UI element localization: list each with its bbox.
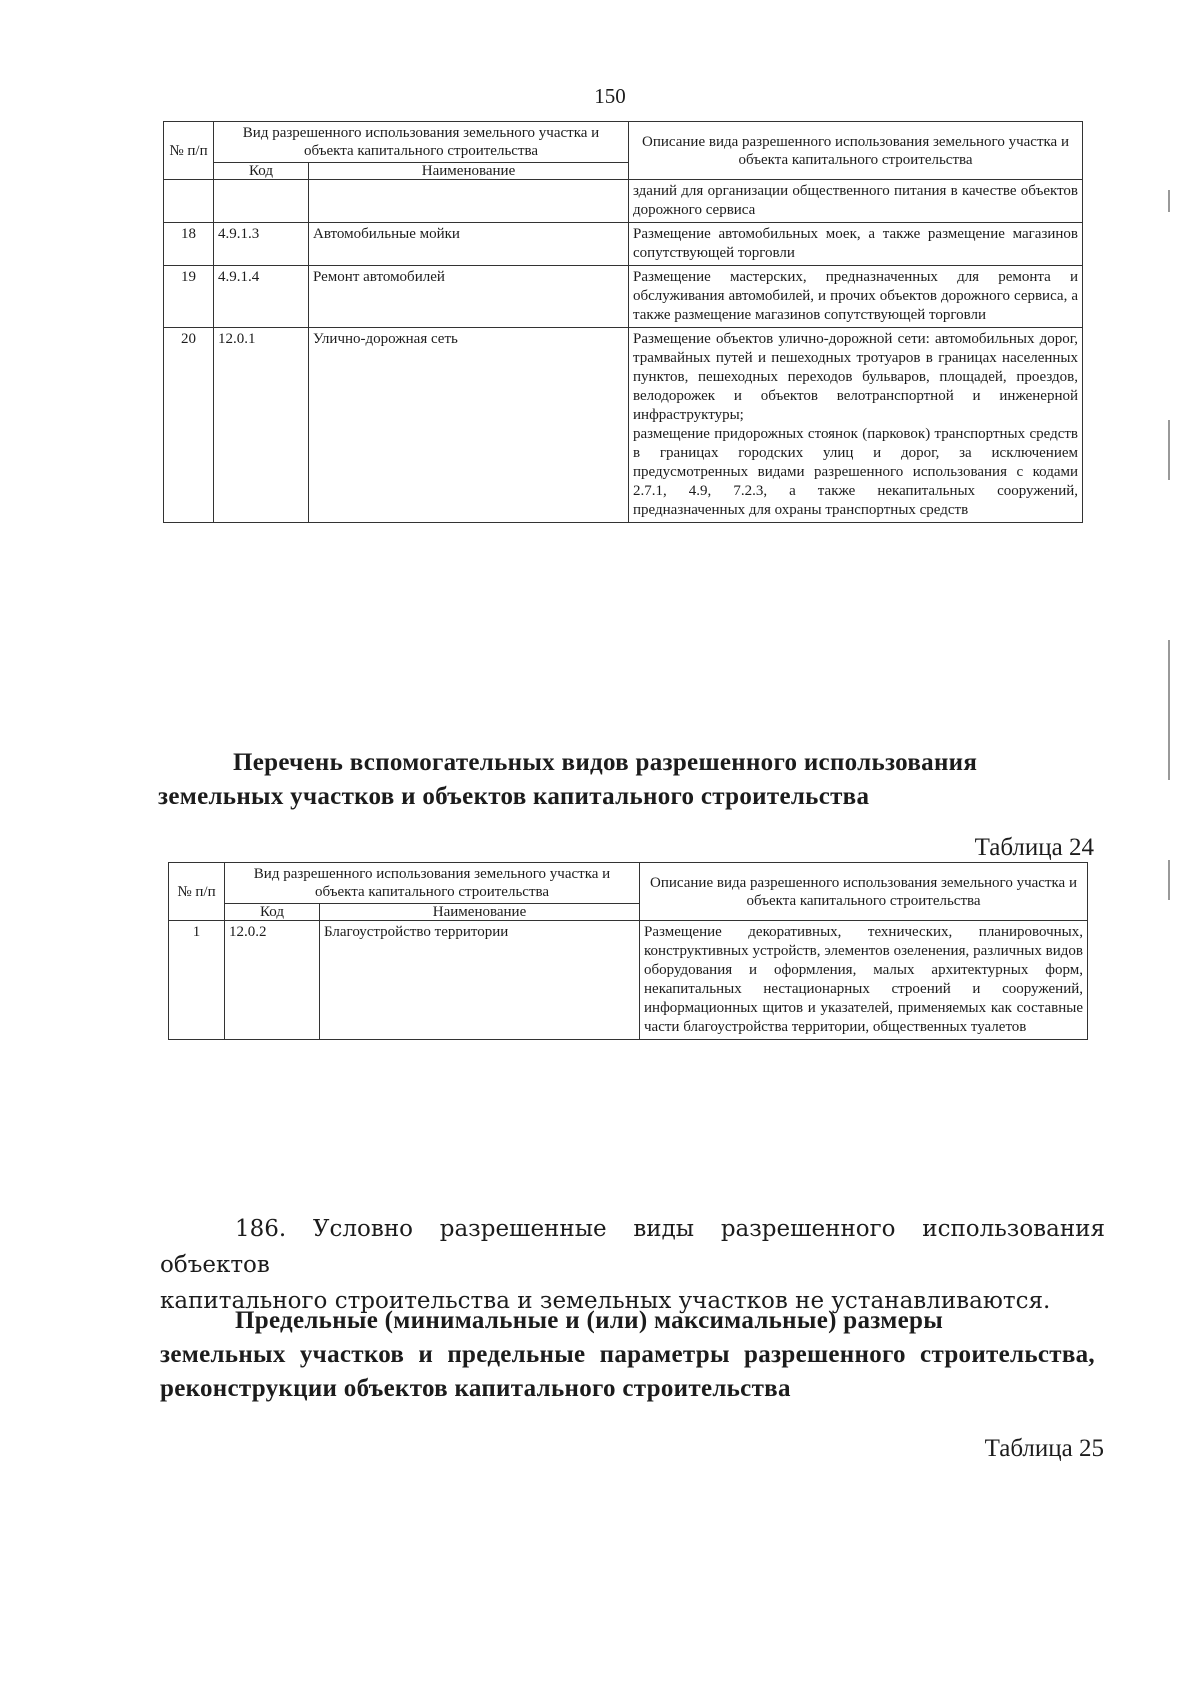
table-row <box>164 328 1083 523</box>
row-code <box>214 180 309 223</box>
table-row <box>164 180 1083 223</box>
header-num: № п/п <box>164 122 214 180</box>
limits-heading <box>160 1304 1095 1406</box>
row-num <box>164 180 214 223</box>
row-num: 20 <box>164 328 214 523</box>
scan-margin-mark <box>1168 420 1170 480</box>
row-code: 4.9.1.4 <box>214 266 309 328</box>
row-desc: Размещение мастерских, предназначенных для ремонта и обслуживания автомобилей, и прочих объектов дорожного сервиса, а также размещение магазинов сопутствующей торговли <box>629 266 1083 328</box>
row-name <box>309 180 629 223</box>
row-num: 18 <box>164 223 214 266</box>
row-desc-part2: размещение придорожных стоянок (парковок) транспортных средств в границах городских улиц и дорог, за исключением предусмотренных видами разрешенного использования с кодами 2.7.1, 4.9, 7.2.3, а также некапитальных сооружений, предназначенных для охраны транспортных средств <box>633 426 1079 518</box>
header-code: Код <box>225 904 320 921</box>
header-desc: Описание вида разрешенного использования земельного участка и объекта капитального строительства <box>640 863 1088 921</box>
row-code: 12.0.2 <box>225 921 320 1040</box>
scan-margin-mark <box>1168 190 1170 212</box>
row-name: Автомобильные мойки <box>309 223 629 266</box>
row-desc: Размещение декоративных, технических, планировочных, конструктивных устройств, элементов озеленения, различных видов оборудования и оформления, малых архитектурных форм, некапитальных нестационарных строений и сооружений, информационных щитов и указателей, применяемых как составные части благоустройства территории, общественных туалетов <box>640 921 1088 1040</box>
header-kind: Вид разрешенного использования земельного участка и объекта капитального строительства <box>214 122 629 163</box>
row-num: 1 <box>169 921 225 1040</box>
header-code: Код <box>214 163 309 180</box>
page-number: 150 <box>594 84 626 108</box>
row-desc <box>629 328 1083 523</box>
row-desc: Размещение автомобильных моек, а также размещение магазинов сопутствующей торговли <box>629 223 1083 266</box>
table-row <box>164 266 1083 328</box>
table-row <box>169 921 1088 1040</box>
heading-line: земельных участков и предельные параметры разрешенного строительства, реконструкции объектов капитального строительства <box>160 1341 1095 1402</box>
row-code: 4.9.1.3 <box>214 223 309 266</box>
heading-line: Предельные (минимальные и (или) максимальные) размеры <box>235 1307 944 1334</box>
scan-margin-mark <box>1168 860 1170 900</box>
row-num: 19 <box>164 266 214 328</box>
paragraph-line: капитального строительства и земельных участков не устанавливаются. <box>160 1288 1051 1314</box>
header-kind: Вид разрешенного использования земельного участка и объекта капитального строительства <box>225 863 640 904</box>
paragraph-line: 186. Условно разрешенные виды разрешенного использования объектов <box>160 1216 1105 1278</box>
row-code: 12.0.1 <box>214 328 309 523</box>
table-row <box>164 223 1083 266</box>
table-25-label: Таблица 25 <box>984 1435 1104 1462</box>
scan-margin-mark <box>1168 640 1170 780</box>
row-name: Благоустройство территории <box>320 921 640 1040</box>
auxiliary-uses-heading <box>158 746 1093 814</box>
land-use-table-main <box>163 121 1083 523</box>
row-name: Ремонт автомобилей <box>309 266 629 328</box>
header-name: Наименование <box>309 163 629 180</box>
auxiliary-uses-table <box>168 862 1088 1040</box>
header-num: № п/п <box>169 863 225 921</box>
paragraph-186 <box>160 1211 1105 1319</box>
table-24-label: Таблица 24 <box>974 834 1094 861</box>
row-desc: зданий для организации общественного питания в качестве объектов дорожного сервиса <box>629 180 1083 223</box>
row-desc-part1: Размещение объектов улично-дорожной сети: автомобильных дорог, трамвайных путей и пешеходных тротуаров в границах населенных пунктов, пешеходных переходов бульваров, площадей, проездов, велодорожек и объектов велотранспортной и инженерной инфраструктуры; <box>633 331 1079 423</box>
header-desc: Описание вида разрешенного использования земельного участка и объекта капитального строительства <box>629 122 1083 180</box>
heading-line: Перечень вспомогательных видов разрешенного использования <box>233 749 978 776</box>
heading-line: земельных участков и объектов капитального строительства <box>158 783 870 810</box>
header-name: Наименование <box>320 904 640 921</box>
row-name: Улично-дорожная сеть <box>309 328 629 523</box>
